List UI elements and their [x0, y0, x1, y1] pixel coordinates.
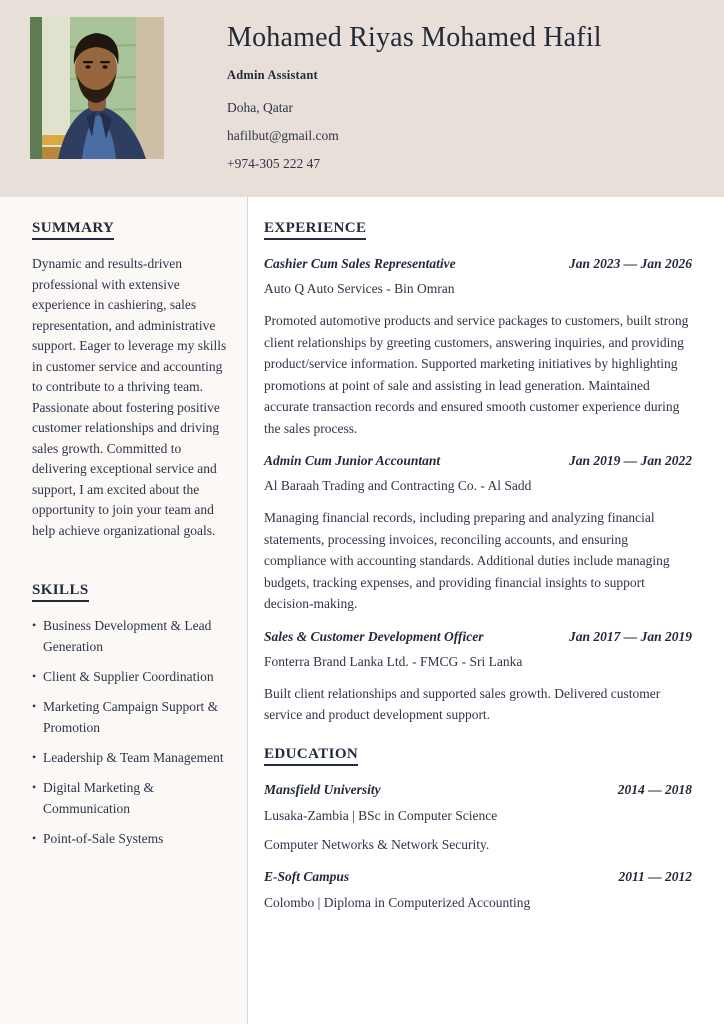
school-detail: Lusaka-Zambia | BSc in Computer Science — [264, 807, 498, 823]
skill-item: • Digital Marketing & Communication — [32, 777, 234, 819]
job-title: Sales & Customer Development Officer — [264, 628, 484, 644]
left-column — [0, 197, 248, 1024]
school-name: Mansfield University — [264, 781, 381, 797]
job-description: Promoted automotive products and service packages to customers, built strong client relationships by greeting customers, answering inquiries, and providing product/service information. Supported marketing initiatives by highlighting promotions at point of sale and assisting in lead generation. Maintained accurate transaction records and ensured smooth customer experience during the sales process. — [264, 313, 689, 436]
contact-email: hafilbut@gmail.com — [227, 128, 339, 144]
skills-list — [32, 615, 234, 849]
contact-location: Doha, Qatar — [227, 100, 293, 116]
experience-entry — [264, 453, 692, 615]
job-company: Auto Q Auto Services - Bin Omran — [264, 281, 455, 296]
contact-phone: +974-305 222 47 — [227, 155, 321, 171]
job-company: Fonterra Brand Lanka Ltd. - FMCG - Sri Lanka — [264, 653, 523, 669]
profile-photo — [30, 17, 164, 159]
education-header — [264, 782, 692, 798]
education-header — [264, 869, 692, 885]
right-column — [248, 197, 724, 1024]
education-heading: EDUCATION — [264, 745, 358, 766]
skill-item: • Leadership & Team Management — [32, 747, 234, 768]
candidate-job-title: Admin Assistant — [227, 68, 318, 83]
job-dates: Jan 2017 — Jan 2019 — [568, 628, 692, 644]
job-header — [264, 256, 692, 272]
skill-item: • Client & Supplier Coordination — [32, 666, 234, 687]
job-dates: Jan 2019 — Jan 2022 — [568, 453, 692, 468]
school-detail: Colombo | Diploma in Computerized Accounting — [264, 894, 531, 910]
resume-body — [0, 197, 724, 1024]
job-description: Managing financial records, including preparing and analyzing financial statements, processing invoices, reconciling accounts, and ensuring compliance with accounting standards. Additional duties include managing budgets, tracking expenses, and providing financial insights to support decision-making. — [264, 510, 670, 611]
school-dates: 2014 — 2018 — [617, 781, 692, 797]
experience-entry — [264, 256, 692, 439]
header-info — [227, 22, 700, 172]
skill-item: • Point-of-Sale Systems — [32, 828, 234, 849]
candidate-name: Mohamed Riyas Mohamed Hafil — [227, 22, 602, 53]
skill-item: • Business Development & Lead Generation — [32, 615, 234, 657]
job-dates: Jan 2023 — Jan 2026 — [568, 256, 692, 271]
job-header — [264, 629, 692, 645]
education-entry — [264, 869, 692, 911]
job-description: Built client relationships and supported sales growth. Delivered customer service and product development support. — [264, 685, 661, 722]
skill-item: • Marketing Campaign Support & Promotion — [32, 696, 234, 738]
school-extra: Computer Networks & Network Security. — [264, 836, 490, 852]
school-name: E-Soft Campus — [264, 868, 350, 884]
job-company: Al Baraah Trading and Contracting Co. - Al Sadd — [264, 478, 532, 493]
resume-header — [0, 0, 724, 197]
experience-heading: EXPERIENCE — [264, 219, 366, 240]
school-dates: 2011 — 2012 — [618, 868, 692, 884]
summary-heading: SUMMARY — [32, 219, 114, 240]
profile-photo-illustration — [30, 17, 164, 159]
job-title: Cashier Cum Sales Representative — [264, 256, 456, 271]
job-header — [264, 453, 692, 469]
summary-text: Dynamic and results-driven professional with extensive experience in cashiering, sales representation, and administrative support. Eager to leverage my skills in customer service and accounting to contribute to a thriving team. Passionate about fostering positive customer relationships and driving sales growth. Committed to delivering exceptional service and support, I am excited about the opportunity to join your team and help achieve organizational goals. — [32, 256, 227, 538]
skills-heading: SKILLS — [32, 581, 89, 602]
education-entry — [264, 782, 692, 853]
job-title: Admin Cum Junior Accountant — [264, 453, 441, 468]
experience-entry — [264, 629, 692, 726]
